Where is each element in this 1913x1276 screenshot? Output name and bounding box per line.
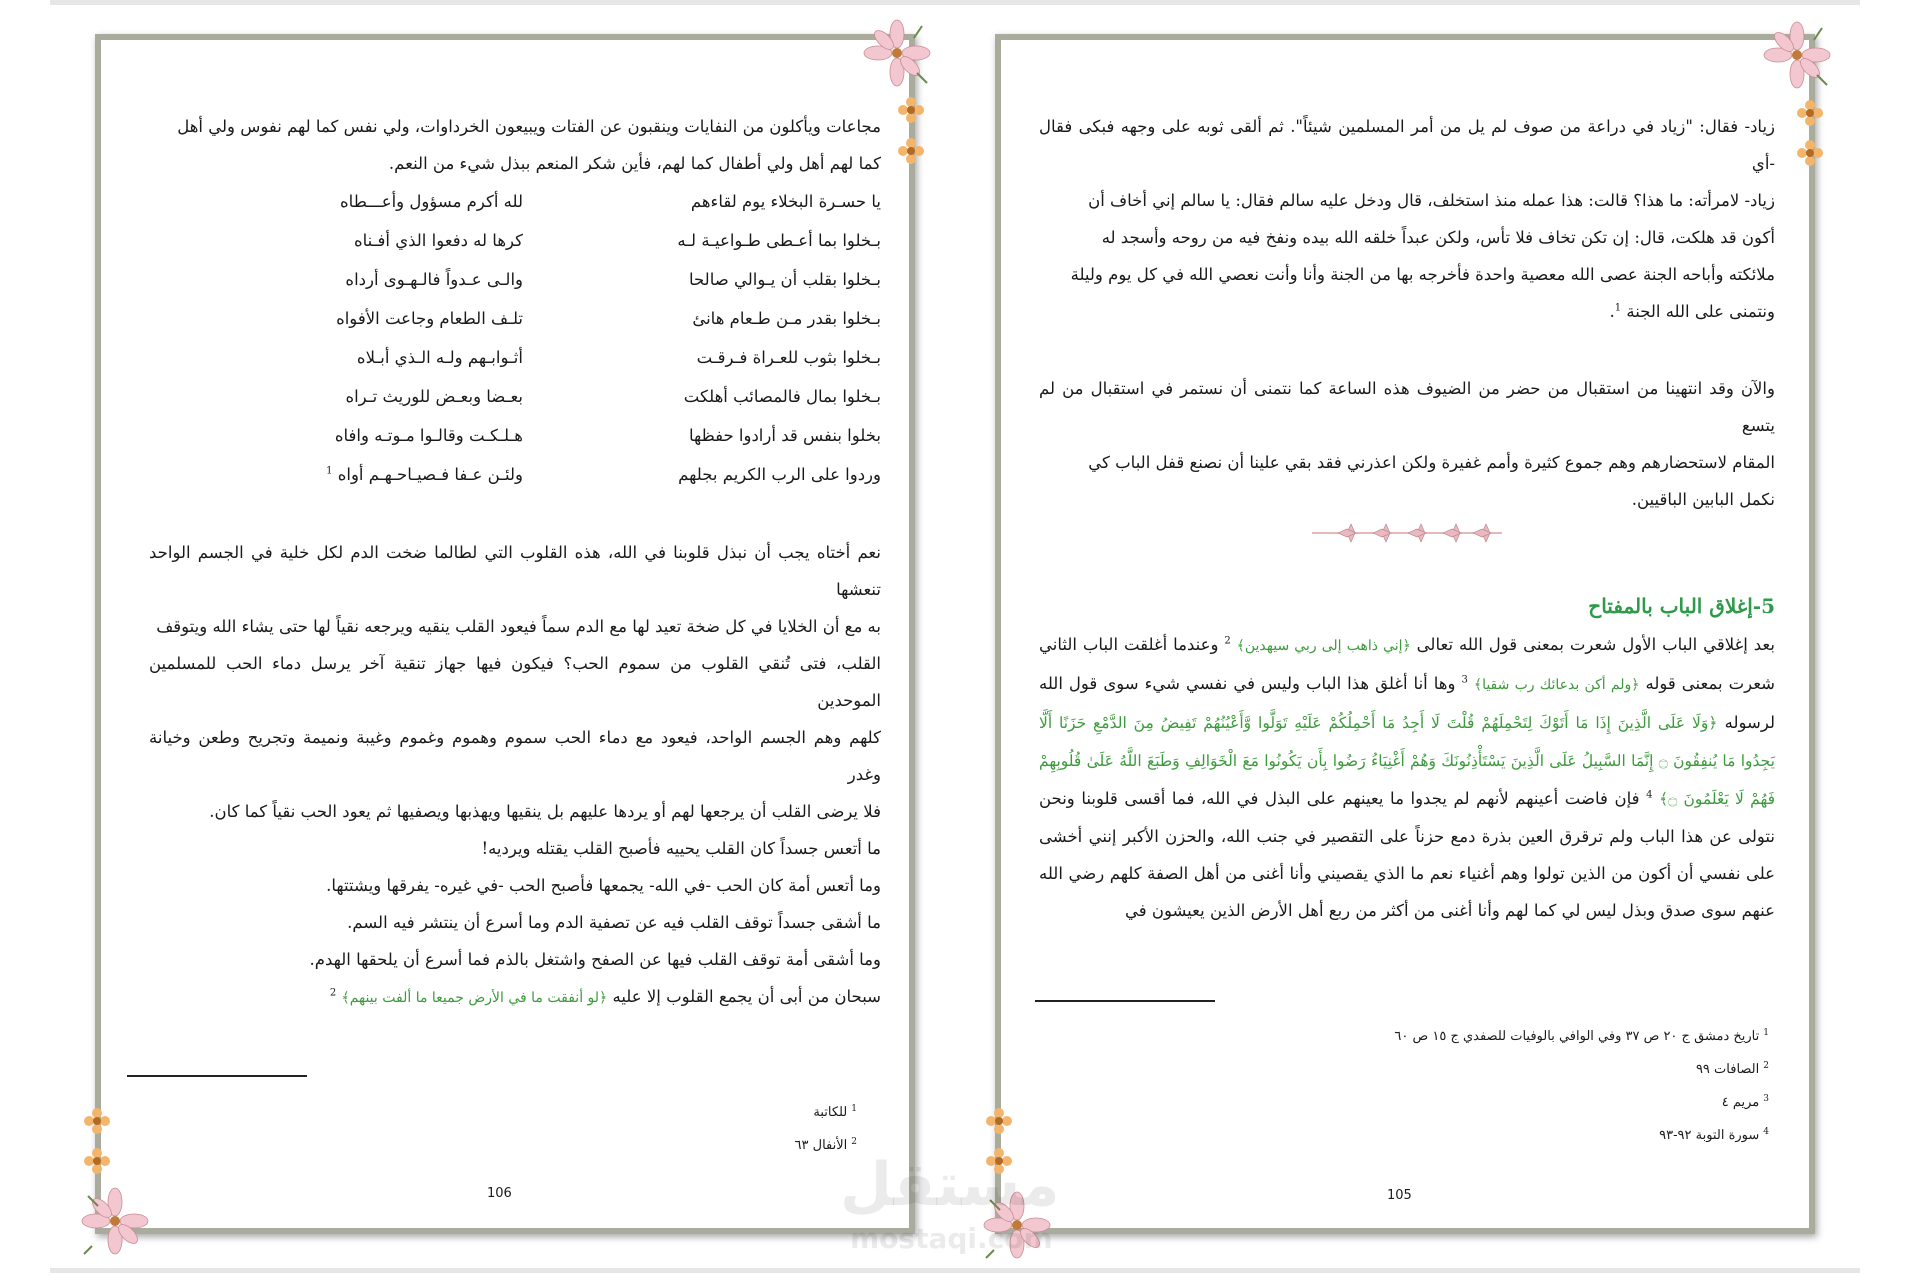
- paragraph-line: كما لهم أهل ولي أطفال كما لهم، فأين شكر المنعم ببذل شيء من النعم.: [388, 154, 881, 173]
- page-number: 105: [1387, 1188, 1412, 1203]
- footnotes-105: [1394, 1020, 1769, 1152]
- paragraph-line: أكون قد هلكت، قال: إن تكن تخاف فلا تأس، ولكن عبداً خلقه الله بيده ونفخ فيه من روحه وأسجد له: [1101, 228, 1775, 247]
- verse-first-half: وردوا على الرب الكريم بجلهم: [678, 465, 881, 484]
- paragraph-line: زياد- لامرأته: ما هذا؟ قالت: هذا عمله منذ استخلف، قال ودخل عليه سالم فقال: يا سالم إني أخاف أن: [1088, 191, 1775, 210]
- text: فإن فاضت أعينهم لأنهم لم يجدوا ما يعينهم على البذل في الله، فما أقسى قلوبنا ونحن نتولى عن هذا الباب ولم ترقرق العين بذرة دمع حزناً على التقصير في جنب الله، والحزن الأكبر إنني أخشى على نفسي أن أكون من الذين تولوا وهم أغنياء نعم ما الذي يقصيني وأنا أغنى من أهل الصفة كلهم رضي الله عنهم سوى صدق وبذل ليس لي كما لهم وأنا أغنى من أكثر من ربع أهل الأرض الذين يعيشون في: [1039, 789, 1775, 920]
- footnote-ref: 4: [1646, 789, 1653, 801]
- verse-first-half: بـخلوا بما أعـطى طـواعيـة لـه: [677, 231, 881, 250]
- footnote-separator: [1035, 1000, 1215, 1002]
- paragraph-line: نكمل البابين الباقيين.: [1631, 490, 1775, 509]
- quran-quote: ﴿إني ذاهب إلى ربي سيهدين﴾: [1236, 638, 1411, 654]
- paragraph-line: كلهم وهم الجسم الواحد، فيعود مع دماء الحب سموم وهموم وغموم وغيبة ونميمة وتجريح وطعن وخيانة وغدر: [149, 728, 881, 784]
- paragraph-line: ما أشقى جسداً توقف القلب فيه عن تصفية الدم وما أسرع أن ينتشر فيه السم.: [347, 913, 881, 932]
- bottom-edge-line: [50, 1268, 1860, 1273]
- page-106-body: [149, 108, 881, 1017]
- verse-second-half: هـلـكـت وقالـوا مـوتـه وافاه: [334, 426, 523, 445]
- footnote-item: [1394, 1119, 1769, 1152]
- paragraph-line: وما أتعس أمة كان الحب -في الله- يجمعها فأصبح الحب -في غيره- يفرقها ويشتتها.: [326, 876, 881, 895]
- book-page-105: [995, 34, 1815, 1234]
- verse-second-half: والـى عـدواً فالـهـوى أرداه: [345, 270, 523, 289]
- footnote-text: الصافات ٩٩: [1695, 1062, 1760, 1077]
- footnote-text: الأنفال ٦٣: [794, 1138, 848, 1153]
- footnote-text: سورة التوبة ٩٢-٩٣: [1659, 1128, 1760, 1143]
- orange-flower-icon: [1797, 140, 1823, 166]
- verse-first-half: يا حسـرة البخلاء يوم لقاءهم: [690, 192, 881, 211]
- paragraph-line: [149, 978, 881, 1017]
- footnote-ref: 2: [1224, 635, 1231, 647]
- page-number: 106: [487, 1186, 512, 1201]
- footnote-ref: 1: [326, 465, 333, 477]
- orange-flower-icon: [986, 1108, 1012, 1134]
- quran-quote: ﴿لو أنفقت ما في الأرض جميعا ما ألفت بينهم﴾: [341, 990, 608, 1006]
- text: قول الله لرسوله: [1039, 674, 1775, 732]
- paragraph-line: والآن وقد انتهينا من استقبال من حضر من الضيوف هذه الساعة كما نتمنى أن نستمر في استقبال من لم يتسع: [1039, 379, 1775, 435]
- pink-flower-icon: [1762, 20, 1832, 90]
- page-105-body: [1039, 108, 1775, 929]
- paragraph-line: نعم أختاه يجب أن نبذل قلوبنا في الله، هذه القلوب التي لطالما ضخت الدم لكل خلية في الجسم الواحد تنعشها: [149, 543, 881, 599]
- pink-flower-icon: [80, 1186, 150, 1256]
- paragraph-line: المقام لاستحضارهم وهم جموع كثيرة وأمم غفيرة ولكن اعذرني فقد بقي علينا أن نصنع قفل الباب كي: [1088, 453, 1775, 472]
- footnote-number: 1: [851, 1103, 857, 1114]
- verse-first-half: بـخلوا بقلب أن يـوالي صالحا: [689, 270, 881, 289]
- book-page-106: [95, 34, 915, 1234]
- verse-first-half: بـخلوا بثوب للعـراة فـرقـت: [696, 348, 881, 367]
- paragraph-line: به مع أن الخلايا في كل ضخة تعيد لها مع الدم سماً فيعود القلب ينقيه ويرجعه نقياً لها حتى يشاء الله ويتوقف: [156, 617, 881, 636]
- paragraph-line: القلب، فتى تُنقي القلوب من سموم الحب؟ فيكون فيها جهاز تنقية آخر يرسل دماء الحب للمسلمين الموحدين: [149, 654, 881, 710]
- paragraph-line: وما أشقى أمة توقف القلب فيها عن الصفح واشتغل بالذم فما أسرع أن يلحقها الهدم.: [309, 950, 881, 969]
- footnote-number: 3: [1763, 1093, 1769, 1104]
- orange-flower-icon: [84, 1148, 110, 1174]
- line-text: سبحان من أبى أن يجمع القلوب إلا عليه: [612, 987, 881, 1006]
- quran-quote: ﴿وَلَا عَلَى الَّذِينَ إِذَا مَا أَتَوْكَ لِتَحْمِلَهُمْ قُلْتَ لَا أَجِدُ مَا أَحْمِلُكُمْ عَلَيْهِ تَوَلَّوا وَّأَعْيُنُهُمْ تَفِيضُ مِنَ الدَّمْعِ حَزَنًا أَلَّا يَجِدُوا مَا يُنفِقُونَ ۝ إِنَّمَا السَّبِيلُ عَلَى الَّذِينَ يَسْتَأْذِنُونَكَ وَهُمْ أَغْنِيَاءُ رَضُوا بِأَن يَكُونُوا مَعَ الْخَوَالِفِ وَطَبَعَ اللَّهُ عَلَىٰ قُلُوبِهِمْ فَهُمْ لَا يَعْلَمُونَ ۝﴾: [1039, 714, 1776, 808]
- text: الثاني شعرت بمعنى قوله: [1039, 635, 1776, 693]
- footnote-item: [795, 1096, 857, 1129]
- footnote-item: [1394, 1020, 1769, 1053]
- verse-second-half: كرها له دفعوا الذي أفـناه: [354, 231, 523, 250]
- footnote-number: 4: [1763, 1126, 1769, 1137]
- orange-flower-icon: [898, 138, 924, 164]
- verse-second-half: أثـوابـهم ولـه الـذي أبـلاه: [356, 348, 523, 367]
- paragraph-line: ما أتعس جسداً كان القلب يحييه فأصبح القلب يقتله ويرديه!: [481, 839, 881, 858]
- paragraph: [1039, 626, 1775, 929]
- paragraph-line: ملائكته وأباحه الجنة عصى الله معصية واحدة فأخرجه بها من الجنة وأنا وأنت نعصي الله في كل يوم وليلة: [1070, 265, 1775, 284]
- footnote-item: [1394, 1053, 1769, 1086]
- pink-flower-icon: [862, 18, 932, 88]
- footnote-text: للكاتبة: [813, 1105, 848, 1120]
- footnote-ref: 2: [329, 987, 337, 999]
- footnote-number: 1: [1763, 1027, 1769, 1038]
- footnote-separator: [127, 1075, 307, 1077]
- spacer: [149, 494, 881, 534]
- verse-second-half: تلـف الطعام وجاعت الأفواه: [336, 309, 523, 328]
- footnote-item: [1394, 1086, 1769, 1119]
- verse-second-half: لله أكرم مسؤول وأعـــطاه: [340, 192, 523, 211]
- paragraph-line: ونتمنى على الله الجنة $^1$.: [1609, 302, 1775, 321]
- footnote-text: مريم ٤: [1721, 1095, 1760, 1110]
- quran-quote: ﴿ولم أكن بدعائك رب شقيا﴾: [1473, 677, 1640, 693]
- footnote-ref: 3: [1461, 674, 1468, 686]
- section-heading: 5-إغلاق الباب بالمفتاح: [1588, 594, 1775, 618]
- verse-second-half: بعـضا وبعـض للوريث تـراه: [345, 387, 523, 406]
- footnote-number: 2: [851, 1136, 857, 1147]
- flower-divider-icon: [1307, 518, 1507, 548]
- footnote-text: تاريخ دمشق ج ٢٠ ص ٣٧ وفي الوافي بالوفيات للصفدي ج ١٥ ص ٦٠: [1394, 1029, 1760, 1044]
- paragraph-line: زياد- فقال: "زياد في دراعة من صوف لم يل من أمر المسلمين شيئاً". ثم ألقى ثوبه على وجهه فبكى فقال -أي: [1039, 117, 1775, 173]
- line-text: ونتمنى على الله الجنة: [1626, 302, 1775, 321]
- footnote-number: 2: [1763, 1060, 1769, 1071]
- verse-first-half: بخلوا بنفس قد أرادوا حفظها: [688, 426, 881, 445]
- spacer: [1039, 330, 1775, 370]
- text: بعد إغلاقي الباب الأول شعرت بمعنى قول الله تعالى: [1416, 635, 1775, 654]
- poem-verses: [149, 182, 881, 494]
- verse-first-half: بـخلوا بقدر مـن طـعام هانئ: [692, 309, 881, 328]
- paragraph-line: مجاعات ويأكلون من النفايات وينقبون عن الفتات ويبيعون الخرداوات، ولي نفس كما لهم نفوس ولي أهل: [177, 117, 881, 136]
- orange-flower-icon: [84, 1108, 110, 1134]
- verse-first-half: بـخلوا بمال فالمصائب أهلكت: [683, 387, 881, 406]
- text: وها أنا أغلق هذا الباب وليس في نفسي شيء سوى: [1103, 674, 1456, 693]
- watermark-url: mostaqi.com: [850, 1222, 1053, 1255]
- paragraph-line: فلا يرضى القلب أن يرجعها لهم أو يردها عليهم بل ينقيها ويهذبها ويصفيها ثم يعود الحب نقياً كما كان.: [209, 802, 881, 821]
- verse-text: ولئـن عـفا فـصيـاحـهـم أواه: [337, 465, 523, 484]
- orange-flower-icon: [1797, 100, 1823, 126]
- text: وعندما أغلقت الباب: [1082, 635, 1219, 654]
- orange-flower-icon: [898, 97, 924, 123]
- footnote-ref: 1: [1614, 302, 1622, 314]
- watermark-logo: مستقل: [840, 1150, 1060, 1220]
- top-edge-line: [50, 0, 1860, 5]
- verse-second-half: [229, 455, 535, 494]
- flower-divider: [1039, 518, 1775, 552]
- spacer: [1039, 552, 1775, 580]
